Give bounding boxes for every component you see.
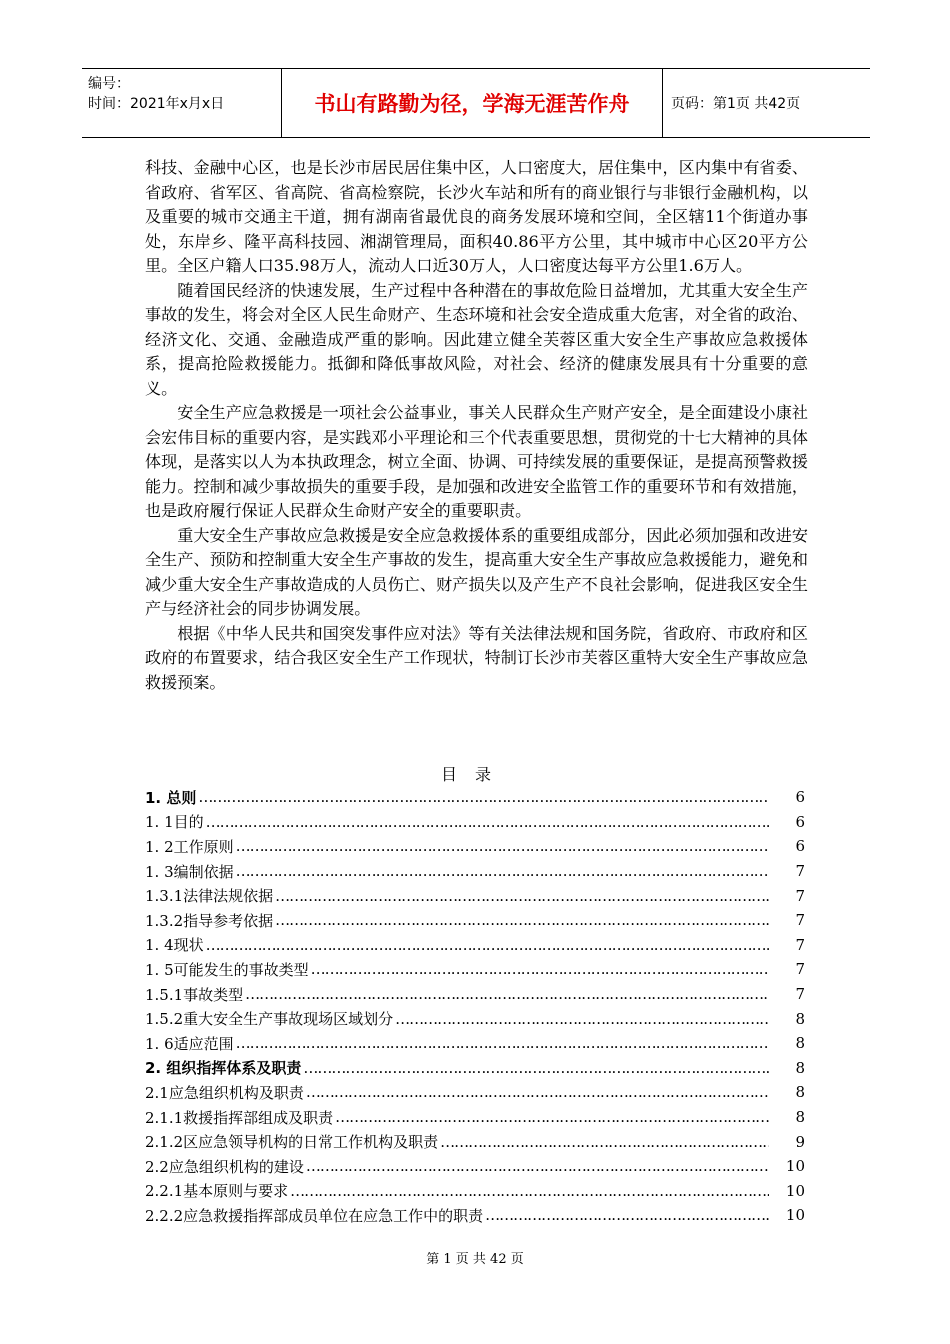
toc-entry-label: 2.2应急组织机构的建设 bbox=[145, 1157, 304, 1176]
document-body bbox=[145, 156, 808, 695]
toc-entry[interactable] bbox=[145, 1179, 805, 1204]
toc-entry-label: 2.2.1基本原则与要求 bbox=[145, 1182, 289, 1201]
toc-entry-label: 1. 5可能发生的事故类型 bbox=[145, 960, 309, 979]
toc-leader-dots bbox=[440, 1133, 769, 1151]
toc-entry[interactable] bbox=[145, 1203, 805, 1228]
toc-entry-page: 7 bbox=[795, 985, 805, 1004]
toc-leader-dots bbox=[306, 1157, 769, 1175]
header-motto: 书山有路勤为径，学海无涯苦作舟 bbox=[314, 92, 630, 116]
toc-entry-page: 8 bbox=[795, 1009, 805, 1028]
toc-entry-page: 7 bbox=[795, 886, 805, 905]
paragraph: 安全生产应急救援是一项社会公益事业，事关人民群众生产财产安全，是全面建设小康社会宏伟目标的重要内容，是实践邓小平理论和三个代表重要思想，贯彻党的十七大精神的具体体现，是落实以人为本执政理念，树立全面、协调、可持续发展的重要保证，是提高预警救援能力。控制和减少事故损失的重要手段，是加强和改进安全监管工作的重要环节和有效措施，也是政府履行保证人民群众生命财产安全的重要职责。 bbox=[145, 403, 808, 520]
toc-title: 目录 bbox=[440, 765, 509, 784]
paragraph: 随着国民经济的快速发展，生产过程中各种潜在的事故危险日益增加，尤其重大安全生产事故的发生，将会对全区人民生命财产、生态环境和社会安全造成重大危害，对全省的政治、经济文化、交通、金融造成严重的影响。因此建立健全芙蓉区重大安全生产事故应急救援体系，提高抢险救援能力。抵御和降低事故风险，对社会、经济的健康发展具有十分重要的意义。 bbox=[145, 280, 808, 398]
toc-entry-label: 1.3.1法律法规依据 bbox=[145, 887, 274, 906]
header-page-label: 页码：第1页 共42页 bbox=[662, 69, 870, 137]
toc-leader-dots bbox=[303, 1059, 769, 1077]
toc-entry-label: 2.1.2区应急领导机构的日常工作机构及职责 bbox=[145, 1133, 439, 1152]
paragraph: 科技、金融中心区，也是长沙市居民居住集中区，人口密度大，居住集中，区内集中有省委、省政府、省军区、省高院、省高检察院，长沙火车站和所有的商业银行与非银行金融机构，以及重要的城市交通主干道，拥有湖南省最优良的商务发展环境和空间，全区辖11个街道办事处，东岸乡、隆平高科技园、湘湖管理局，面积40.86平方公里，其中城市中心区20平方公里。全区户籍人口35.98万人，流动人口近30万人，人口密度达每平方公里1.6万人。 bbox=[145, 158, 808, 275]
toc-leader-dots bbox=[198, 788, 769, 806]
toc-leader-dots bbox=[485, 1206, 769, 1224]
toc-entry-page: 7 bbox=[795, 911, 805, 930]
toc-entry-label: 1.5.1事故类型 bbox=[145, 985, 244, 1004]
toc-leader-dots bbox=[236, 837, 769, 855]
header-meta bbox=[82, 69, 282, 137]
toc-entry-page: 6 bbox=[795, 788, 805, 807]
toc-entry-label: 2. 组织指挥体系及职责 bbox=[145, 1059, 302, 1078]
page-header bbox=[82, 68, 870, 138]
toc-leader-dots bbox=[206, 936, 769, 954]
toc-entry-label: 1. 4现状 bbox=[145, 936, 204, 955]
toc-entry[interactable] bbox=[145, 1031, 805, 1056]
toc-entry[interactable] bbox=[145, 933, 805, 958]
toc-leader-dots bbox=[335, 1108, 769, 1126]
toc-leader-dots bbox=[236, 1034, 769, 1052]
page-footer: 第 1 页 共 42 页 bbox=[426, 1252, 524, 1267]
toc-entry-label: 1. 2工作原则 bbox=[145, 837, 234, 856]
toc-entry[interactable] bbox=[145, 957, 805, 982]
toc-entry-page: 6 bbox=[795, 812, 805, 831]
toc-leader-dots bbox=[236, 862, 769, 880]
paragraph: 根据《中华人民共和国突发事件应对法》等有关法律法规和国务院，省政府、市政府和区政府的布置要求，结合我区安全生产工作现状，特制订长沙市芙蓉区重特大安全生产事故应急救援预案。 bbox=[145, 623, 808, 692]
toc-entry-page: 8 bbox=[795, 1083, 805, 1102]
toc-entry[interactable] bbox=[145, 883, 805, 908]
toc-leader-dots bbox=[275, 887, 769, 905]
toc-entry-label: 1.3.2指导参考依据 bbox=[145, 911, 274, 930]
toc-entry[interactable] bbox=[145, 859, 805, 884]
toc-entry-page: 7 bbox=[795, 862, 805, 881]
toc-entry-page: 8 bbox=[795, 1108, 805, 1127]
toc-entry-label: 2.1应急组织机构及职责 bbox=[145, 1083, 304, 1102]
paragraph: 重大安全生产事故应急救援是安全应急救援体系的重要组成部分，因此必须加强和改进安全生产、预防和控制重大安全生产事故的发生，提高重大安全生产事故应急救援能力，避免和减少重大安全生产事故造成的人员伤亡、财产损失以及产生产不良社会影响，促进我区安全生产与经济社会的同步协调发展。 bbox=[145, 525, 808, 618]
toc-entry[interactable] bbox=[145, 1006, 805, 1031]
toc-entry[interactable] bbox=[145, 1080, 805, 1105]
toc-leader-dots bbox=[206, 813, 769, 831]
number-label: 编号： bbox=[88, 76, 130, 92]
toc-entry[interactable] bbox=[145, 1154, 805, 1179]
toc-leader-dots bbox=[395, 1010, 769, 1028]
toc-entry-page: 6 bbox=[795, 837, 805, 856]
toc-entry-page: 8 bbox=[795, 1058, 805, 1077]
toc-entry-page: 7 bbox=[795, 960, 805, 979]
toc-entry-page: 7 bbox=[795, 935, 805, 954]
toc-leader-dots bbox=[275, 911, 769, 929]
toc-entry[interactable] bbox=[145, 810, 805, 835]
toc-entry-label: 1. 1目的 bbox=[145, 813, 204, 832]
toc-leader-dots bbox=[290, 1182, 769, 1200]
toc-entry[interactable] bbox=[145, 834, 805, 859]
toc-entry-page: 9 bbox=[795, 1132, 805, 1151]
toc-entry-page: 10 bbox=[785, 1157, 805, 1176]
toc-entry-label: 1. 6适应范围 bbox=[145, 1034, 234, 1053]
toc-entry[interactable] bbox=[145, 1129, 805, 1154]
toc-entry[interactable] bbox=[145, 1105, 805, 1130]
toc-entry-label: 1. 总则 bbox=[145, 788, 197, 807]
toc-entry-label: 1.5.2重大安全生产事故现场区域划分 bbox=[145, 1010, 394, 1029]
toc-entry-label: 2.2.2应急救援指挥部成员单位在应急工作中的职责 bbox=[145, 1206, 484, 1225]
toc-entry-page: 8 bbox=[795, 1034, 805, 1053]
toc-leader-dots bbox=[245, 985, 769, 1003]
table-of-contents bbox=[145, 785, 805, 1228]
toc-entry[interactable] bbox=[145, 1056, 805, 1081]
toc-entry-label: 1. 3编制依据 bbox=[145, 862, 234, 881]
toc-entry[interactable] bbox=[145, 908, 805, 933]
toc-entry[interactable] bbox=[145, 982, 805, 1007]
toc-leader-dots bbox=[306, 1083, 769, 1101]
toc-entry-label: 2.1.1救援指挥部组成及职责 bbox=[145, 1108, 334, 1127]
toc-entry-page: 10 bbox=[785, 1206, 805, 1225]
toc-entry[interactable] bbox=[145, 785, 805, 810]
toc-leader-dots bbox=[311, 960, 769, 978]
date-label: 时间：2021年x月x日 bbox=[88, 96, 225, 112]
toc-entry-page: 10 bbox=[785, 1181, 805, 1200]
